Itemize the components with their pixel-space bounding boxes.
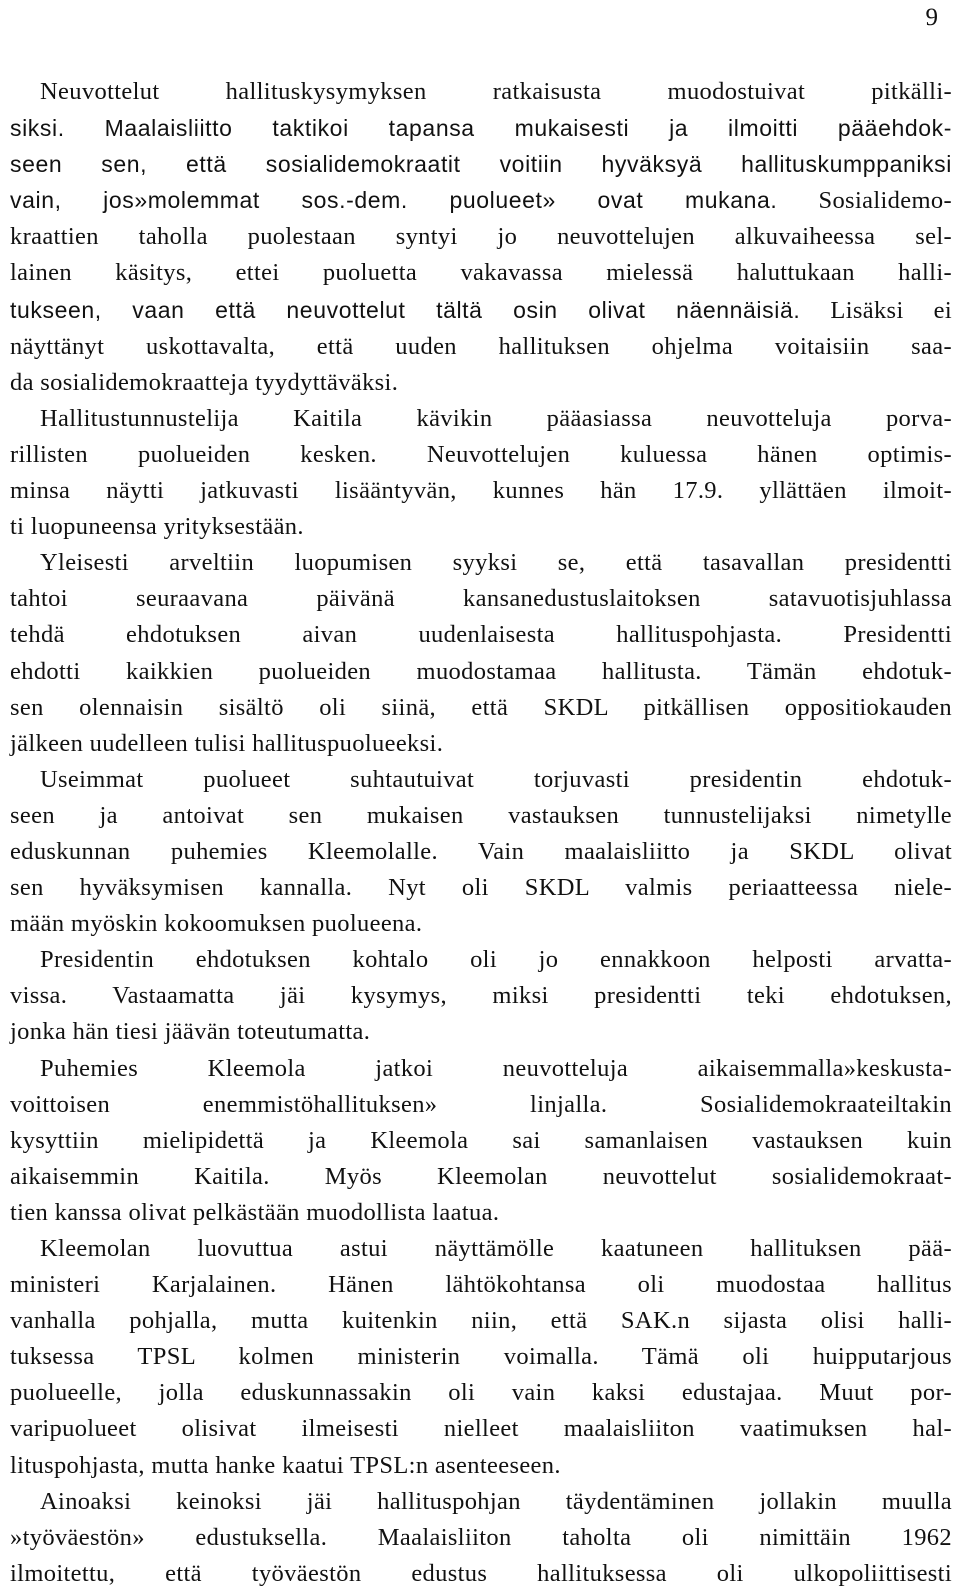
text-line-segment: vain, jos»molemmat sos.-dem. puolueet» ovat mukana. <box>10 187 778 214</box>
text-line: tien kanssa olivat pelkästään muodollista laatua. <box>10 1198 500 1226</box>
text-line: lainen käsitys, ettei puoluetta vakavassa mielessä haluttukaan halli- <box>10 259 952 287</box>
text-line: Puhemies Kleemola jatkoi neuvotteluja aikaisemmalla»keskusta- <box>40 1054 952 1082</box>
text-line: Hallitustunnustelija Kaitila kävikin pääasiassa neuvotteluja porva- <box>40 404 952 432</box>
text-line: jonka hän tiesi jäävän toteutumatta. <box>10 1018 371 1046</box>
text-line: Presidentin ehdotuksen kohtalo oli jo ennakkoon helposti arvatta- <box>40 946 952 974</box>
text-line: mään myöskin kokoomuksen puolueena. <box>10 910 423 938</box>
text-line-segment: Lisäksi ei <box>800 296 953 324</box>
text-line: Ainoaksi keinoksi jäi hallituspohjan täydentäminen jollakin muulla <box>40 1487 952 1515</box>
text-line: vissa. Vastaamatta jäi kysymys, miksi presidentti teki ehdotuksen, <box>10 982 952 1010</box>
text-line: lituspohjasta, mutta hanke kaatui TPSL:n asenteeseen. <box>10 1451 561 1479</box>
text-line: tuksessa TPSL kolmen ministerin voimalla. Tämä oli huipputarjous <box>10 1343 952 1371</box>
text-line: varipuolueet olisivat ilmeisesti nielleet maalaisliiton vaatimuksen hal- <box>10 1415 952 1443</box>
text-line-segment: Sosialidemo- <box>777 187 952 215</box>
text-line: kysyttiin mielipidettä ja Kleemola sai samanlaisen vastauksen kuin <box>10 1126 952 1154</box>
text-line: Neuvottelut hallituskysymyksen ratkaisusta muodostuivat pitkälli- <box>40 78 952 105</box>
text-line: aikaisemmin Kaitila. Myös Kleemolan neuvottelut sosialidemokraat- <box>10 1162 952 1190</box>
text-line: Useimmat puolueet suhtautuivat torjuvasti presidentin ehdotuk- <box>40 765 952 793</box>
text-line: ilmoitettu, että työväestön edustus hallituksessa oli ulkopoliittisesti <box>10 1559 952 1587</box>
text-line: sen hyväksymisen kannalla. Nyt oli SKDL valmis periaatteessa niele- <box>10 874 952 902</box>
text-line: Yleisesti arveltiin luopumisen syyksi se, että tasavallan presidentti <box>40 549 952 577</box>
text-line: siksi. Maalaisliitto taktikoi tapansa mukaisesti ja ilmoitti pääehdok- <box>10 115 952 142</box>
text-line: ehdotti kaikkien puolueiden muodostamaa hallitusta. Tämän ehdotuk- <box>10 657 952 685</box>
text-line: voittoisen enemmistöhallituksen» linjalla. Sosialidemokraateiltakin <box>10 1090 952 1118</box>
text-line: seen sen, että sosialidemokraatit voitiin hyväksyä hallituskumppaniksi <box>10 151 952 178</box>
text-line: da sosialidemokraatteja tyydyttäväksi. <box>10 368 399 396</box>
text-line: minsa näytti jatkuvasti lisääntyvän, kunnes hän 17.9. yllättäen ilmoit- <box>10 477 952 505</box>
text-line: näyttänyt uskottavalta, että uuden hallituksen ohjelma voitaisiin saa- <box>10 332 952 360</box>
text-line <box>10 182 952 219</box>
text-line: »työväestön» edustuksella. Maalaisliiton taholta oli nimittäin 1962 <box>10 1523 952 1551</box>
body-text <box>10 74 952 1592</box>
text-line: Kleemolan luovuttua astui näyttämölle kaatuneen hallituksen pää- <box>40 1235 952 1262</box>
page-number: 9 <box>925 4 938 31</box>
text-line: rillisten puolueiden kesken. Neuvottelujen kuluessa hänen optimis- <box>10 440 952 468</box>
text-line: jälkeen uudelleen tulisi hallituspuolueeksi. <box>10 729 444 757</box>
text-line: vanhalla pohjalla, mutta kuitenkin niin, että SAK.n sijasta olisi halli- <box>10 1307 952 1335</box>
text-line: ministeri Karjalainen. Hänen lähtökohtansa oli muodostaa hallitus <box>10 1271 952 1299</box>
text-line <box>10 292 952 329</box>
text-line: eduskunnan puhemies Kleemolalle. Vain maalaisliitto ja SKDL olivat <box>10 837 952 865</box>
text-line: seen ja antoivat sen mukaisen vastauksen tunnustelijaksi nimetylle <box>10 801 952 829</box>
text-line: ti luopuneensa yrityksestään. <box>10 513 304 541</box>
text-line: tahtoi seuraavana päivänä kansanedustuslaitoksen satavuotisjuhlassa <box>10 585 952 613</box>
text-line-segment: tukseen, vaan että neuvottelut tältä osin olivat näennäisiä. <box>10 296 801 323</box>
text-line: puolueelle, jolla eduskunnassakin oli vain kaksi edustajaa. Muut por- <box>10 1379 952 1407</box>
text-line: kraattien taholla puolestaan syntyi jo neuvottelujen alkuvaiheessa sel- <box>10 223 952 251</box>
text-line: tehdä ehdotuksen aivan uudenlaisesta hallituspohjasta. Presidentti <box>10 621 952 649</box>
text-line: sen olennaisin sisältö oli siinä, että SKDL pitkällisen oppositiokauden <box>10 693 952 721</box>
